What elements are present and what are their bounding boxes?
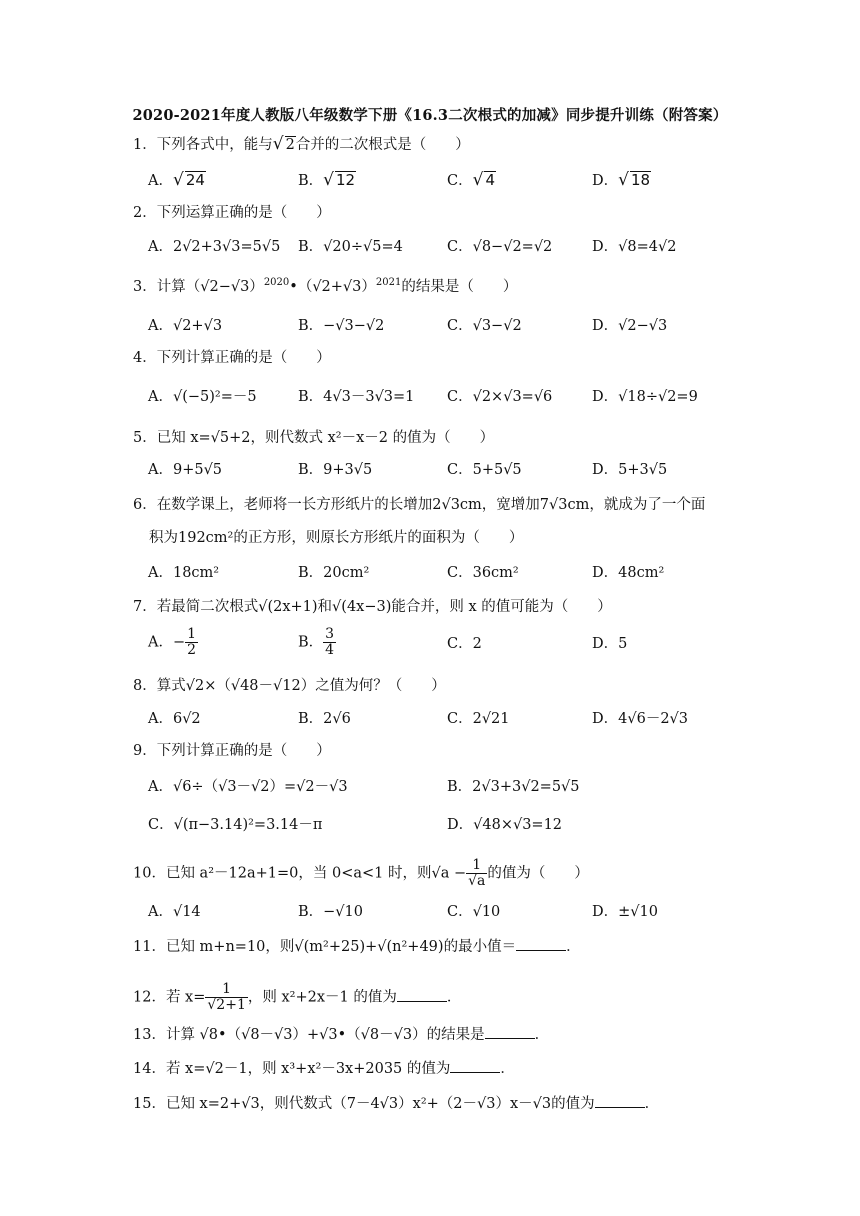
radical-icon: √ xyxy=(272,134,284,154)
question-2-stem: 2．下列运算正确的是（ ） xyxy=(133,205,331,221)
question-10-stem: 10．已知 a²－12a+1=0，当 0<a<1 时，则√a − $\frac{1}{√a}$ 的值为（ ） xyxy=(133,857,589,889)
q2-option-c: C．√8−√2=√2 xyxy=(447,239,553,255)
question-11-stem: 11．已知 m+n=10，则√(m²+25)+√(n²+49)的最小值＝ ． xyxy=(133,939,581,955)
answer-blank xyxy=(595,1107,645,1108)
question-6-stem-line1: 6．在数学课上，老师将一长方形纸片的长增加2√3cm，宽增加7√3cm，就成为了一个面 xyxy=(133,497,706,513)
question-14-stem: 14．若 x=√2－1，则 x³+x²－3x+2035 的值为 ． xyxy=(133,1061,515,1077)
q4-option-d: D．√18÷√2=9 xyxy=(592,389,698,405)
q3-option-a: A．√2+√3 xyxy=(148,318,223,334)
q9-option-d: D．√48×√3=12 xyxy=(447,817,563,833)
q1-option-d: D．√ 18 xyxy=(592,170,651,190)
q6-option-c: C．36cm² xyxy=(447,565,519,581)
q10-option-d: D．±√10 xyxy=(592,904,658,920)
answer-blank xyxy=(397,1001,447,1002)
q5-option-b: B．9+3√5 xyxy=(298,462,373,478)
q8-option-a: A．6√2 xyxy=(148,711,201,727)
q9-option-b: B．2√3+3√2=5√5 xyxy=(447,779,580,795)
question-8-stem: 8．算式√2×（√48－√12）之值为何？（ ） xyxy=(133,678,446,694)
q3-option-d: D．√2−√3 xyxy=(592,318,668,334)
question-15-stem: 15．已知 x=2+√3，则代数式（7－4√3）x²+（2－√3）x－√3的值为 ． xyxy=(133,1096,660,1112)
q8-option-b: B．2√6 xyxy=(298,711,351,727)
q6-option-b: B．20cm² xyxy=(298,565,370,581)
question-5-stem: 5．已知 x=√5+2，则代数式 x²－x－2 的值为（ ） xyxy=(133,430,495,446)
q1-option-b: B．√ 12 xyxy=(298,170,356,190)
question-7-stem: 7．若最简二次根式√(2x+1)和√(4x−3)能合并，则 x 的值可能为（ ） xyxy=(133,599,612,615)
q5-option-c: C．5+5√5 xyxy=(447,462,522,478)
answer-blank xyxy=(450,1072,500,1073)
q8-option-d: D．4√6－2√3 xyxy=(592,711,689,727)
question-3-stem: 3．计算$(√2-√3)^{2020}•(√2+√3)^{2021}$的结果是（ ） xyxy=(133,277,518,295)
q7-option-b: B． $\frac{3}{4}$ xyxy=(298,626,335,658)
page-title: 2020-2021年度人教版八年级数学下册《16.3二次根式的加减》同步提升训练（附答案） xyxy=(132,107,728,124)
q8-option-c: C．2√21 xyxy=(447,711,510,727)
q9-option-a: A．√6÷（√3－√2）=√2－√3 xyxy=(148,779,348,795)
q7-option-d: D．5 xyxy=(592,636,628,652)
q6-option-a: A．18cm² xyxy=(148,565,220,581)
q10-option-c: C．√10 xyxy=(447,904,501,920)
q5-option-d: D．5+3√5 xyxy=(592,462,668,478)
q10-option-a: A．√14 xyxy=(148,904,201,920)
q2-option-d: D．√8=4√2 xyxy=(592,239,677,255)
question-9-stem: 9．下列计算正确的是（ ） xyxy=(133,743,331,759)
q1-option-a: A．√ 24 xyxy=(148,170,205,190)
q1-option-c: C．√ 4 xyxy=(447,170,495,190)
answer-blank xyxy=(485,1038,535,1039)
q4-option-c: C．√2×√3=√6 xyxy=(447,389,553,405)
q7-option-c: C．2 xyxy=(447,636,482,652)
radicand: 2 xyxy=(285,137,295,153)
question-13-stem: 13．计算 √8•（√8－√3）+√3•（√8－√3）的结果是 ． xyxy=(133,1027,550,1043)
q4-option-a: A．√(−5)²=－5 xyxy=(148,389,257,405)
q3-option-c: C．√3−√2 xyxy=(447,318,522,334)
q10-option-b: B．−√10 xyxy=(298,904,363,920)
q4-option-b: B．4√3－3√3=1 xyxy=(298,389,415,405)
question-6-stem-line2: 积为192cm²的正方形，则原长方形纸片的面积为（ ） xyxy=(149,530,524,546)
q2-option-b: B．√20÷√5=4 xyxy=(298,239,403,255)
q6-option-d: D．48cm² xyxy=(592,565,665,581)
question-12-stem: 12．若 x= $\frac{1}{√2+1}$ ，则 x²+2x－1 的值为 ． xyxy=(133,981,462,1013)
q2-option-a: A．2√2+3√3=5√5 xyxy=(148,239,281,255)
question-1-text: 1．下列各式中，能与 xyxy=(133,137,273,153)
question-1-stem xyxy=(133,134,470,155)
q7-option-a: A．− $\frac{1}{2}$ xyxy=(148,626,197,658)
q3-option-b: B．−√3−√2 xyxy=(298,318,385,334)
question-4-stem: 4．下列计算正确的是（ ） xyxy=(133,350,331,366)
q5-option-a: A．9+5√5 xyxy=(148,462,223,478)
question-1-text-end: 合并的二次根式是（ ） xyxy=(295,137,470,153)
answer-blank xyxy=(516,950,566,951)
q9-option-c: C．√(π−3.14)²=3.14－π xyxy=(148,817,323,833)
